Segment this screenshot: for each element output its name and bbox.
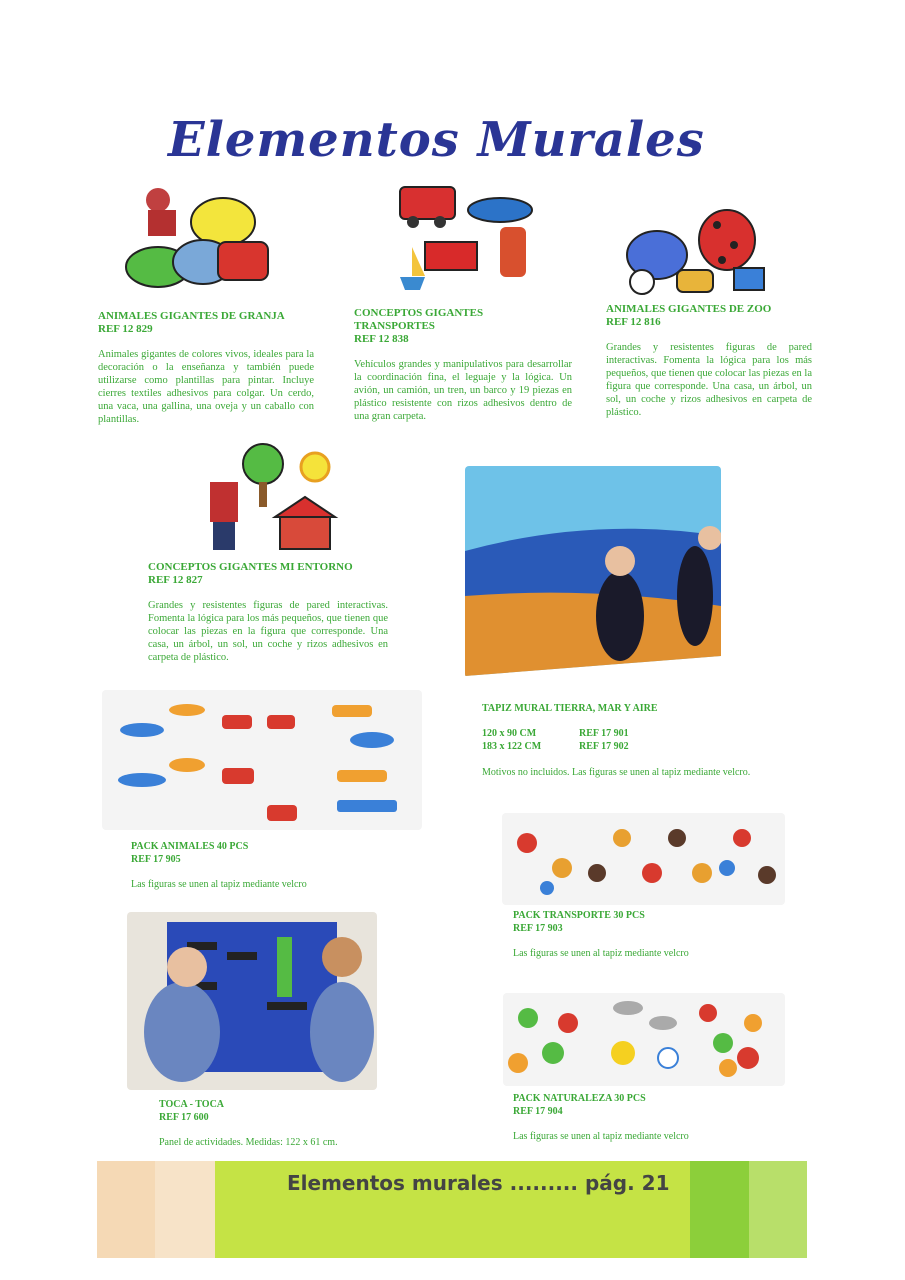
product-pack-transporte: [513, 909, 773, 960]
size-ref: REF 17 902: [579, 741, 629, 752]
product-description: Las figuras se unen al tapiz mediante velcro: [513, 948, 689, 959]
product-name: CONCEPTOS GIGANTES TRANSPORTES: [354, 307, 484, 332]
pack-animales-photo: [102, 690, 422, 830]
product-description: Animales gigantes de colores vivos, ideales para la decoración o la enseñanza y también puede utilizarse como plantillas para pintar. Incluye cierres textiles adhesivos para colgar. Un cerdo, una vaca, una gallina, una oveja y un caballo con plantillas.: [98, 349, 314, 425]
product-name: ANIMALES GIGANTES DE ZOO: [606, 303, 772, 315]
footer-page-label: Elementos murales ......... pág. 21: [287, 1171, 670, 1195]
product-name: CONCEPTOS GIGANTES MI ENTORNO: [148, 561, 353, 573]
transportes-photo: [395, 182, 540, 297]
product-name: ANIMALES GIGANTES DE GRANJA: [98, 310, 285, 322]
product-name: TAPIZ MURAL TIERRA, MAR Y AIRE: [482, 703, 658, 714]
size-ref: REF 17 901: [579, 728, 629, 739]
size-label: 120 x 90 CM: [482, 728, 537, 739]
product-ref: REF 17 905: [131, 854, 181, 865]
size-ref-table: [482, 727, 802, 753]
product-ref: REF 12 838: [354, 333, 409, 345]
product-ref: REF 17 600: [159, 1112, 209, 1123]
product-name: PACK ANIMALES 40 PCS: [131, 841, 249, 852]
zoo-photo: [622, 190, 767, 300]
product-description: Grandes y resistentes figuras de pared interactivas. Fomenta la lógica para los más pequeños, que tienen que colocar las piezas en la figura que corresponde. Una casa, un árbol, un sol, un coche y rizos adhesivos en carpeta de plástico.: [148, 600, 388, 663]
entorno-photo: [205, 442, 345, 554]
footer-stripe: [749, 1161, 807, 1258]
product-description: Las figuras se unen al tapiz mediante velcro: [131, 879, 307, 890]
product-transportes: [354, 307, 572, 423]
toca-photo: [127, 912, 377, 1090]
page-title: Elementos Murales: [168, 112, 705, 168]
product-ref: REF 17 903: [513, 923, 563, 934]
product-ref: REF 12 829: [98, 323, 153, 335]
product-entorno: [148, 561, 388, 664]
product-zoo: [606, 303, 812, 419]
product-pack-naturaleza: [513, 1092, 773, 1143]
product-name: PACK TRANSPORTE 30 PCS: [513, 910, 645, 921]
granja-photo: [118, 182, 278, 300]
footer-stripe: [97, 1161, 155, 1258]
product-toca: [159, 1098, 419, 1149]
product-name: TOCA - TOCA: [159, 1099, 225, 1110]
product-pack-animales: [131, 840, 391, 891]
product-description: Grandes y resistentes figuras de pared interactivas. Fomenta la lógica para los más pequeños, que tienen que colocar las piezas en la figura que corresponde. Una casa, un árbol, un sol, un coche y rizos adhesivos en carpeta de plástico.: [606, 342, 812, 418]
page-footer: [97, 1161, 807, 1258]
product-granja: [98, 310, 314, 426]
pack-transporte-photo: [502, 813, 785, 905]
product-tapiz: [482, 702, 802, 779]
size-label: 183 x 122 CM: [482, 741, 542, 752]
product-ref: REF 17 904: [513, 1106, 563, 1117]
footer-stripe: [690, 1161, 749, 1258]
product-ref: REF 12 827: [148, 574, 203, 586]
footer-stripe: [155, 1161, 215, 1258]
product-description: Panel de actividades. Medidas: 122 x 61 cm.: [159, 1137, 338, 1148]
product-description: Motivos no incluidos. Las figuras se unen al tapiz mediante velcro.: [482, 767, 751, 778]
pack-naturaleza-photo: [503, 993, 785, 1086]
product-description: Las figuras se unen al tapiz mediante velcro: [513, 1131, 689, 1142]
product-name: PACK NATURALEZA 30 PCS: [513, 1093, 646, 1104]
product-description: Vehículos grandes y manipulativos para desarrollar la coordinación fina, el leguaje y la lógica. Un avión, un camión, un tren, un barco y 19 piezas en plástico resistente con rizos adhesivos dentro de una gran carpeta.: [354, 359, 572, 422]
tapiz-photo: [465, 466, 721, 678]
product-ref: REF 12 816: [606, 316, 661, 328]
